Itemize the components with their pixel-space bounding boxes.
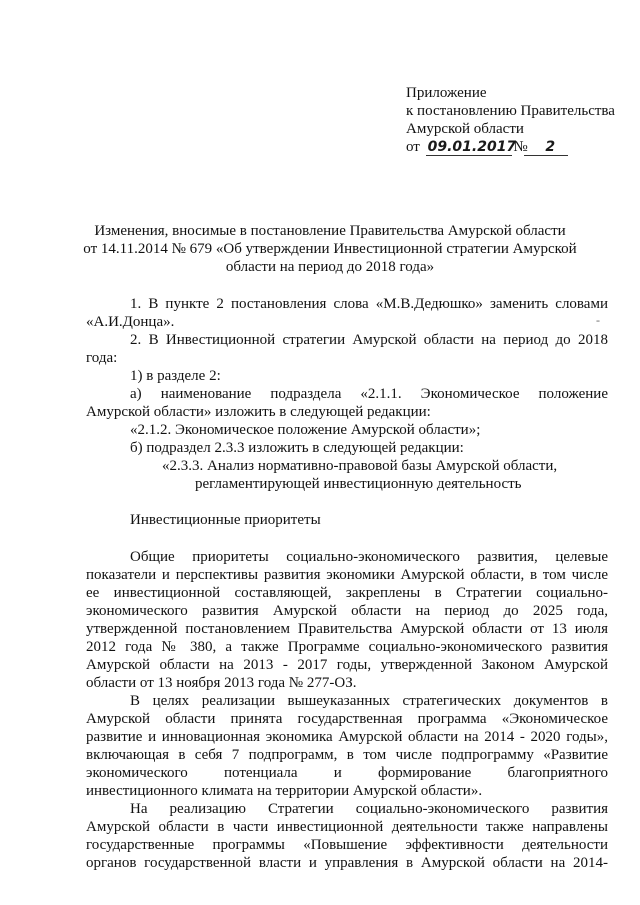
date-prefix: от — [406, 139, 420, 155]
header-date-line — [406, 138, 585, 156]
title-line-2: от 14.11.2014 № 679 «Об утверждении Инвестиционной стратегии Амурской — [83, 241, 577, 257]
paragraph-3-line: органов государственной власти и управления в Амурской области на 2014- — [86, 855, 608, 871]
header-line-3: Амурской области — [406, 121, 524, 137]
item-6: б) подраздел 2.3.3 изложить в следующей редакции: — [130, 440, 464, 456]
paragraph-2-line: инвестиционного климата на территории Амурской области». — [86, 783, 483, 799]
paragraph-2-line: Амурской области принята государственная программа «Экономическое — [86, 711, 608, 727]
paragraph-1-line: утвержденной постановлением Правительства Амурской области от 13 июля — [86, 621, 608, 637]
item-7-line-1: «2.3.3. Анализ нормативно-правовой базы Амурской области, — [162, 458, 558, 474]
item-7-line-2: регламентирующей инвестиционную деятельность — [195, 476, 522, 492]
item-4-line-2: Амурской области» изложить в следующей редакции: — [86, 404, 431, 420]
item-2-line-1: 2. В Инвестиционной стратегии Амурской области на период до 2018 — [130, 332, 608, 348]
handwritten-date: 09.01.2017 — [427, 139, 517, 155]
title-line-3: области на период до 2018 года» — [225, 259, 435, 275]
header-line-2: к постановлению Правительства — [406, 103, 615, 119]
paragraph-1-line: показатели и перспективы развития экономики Амурской области, в том числе — [86, 567, 608, 583]
item-5: «2.1.2. Экономическое положение Амурской области»; — [130, 422, 481, 438]
scan-mark: - — [596, 313, 600, 327]
paragraph-1-line: области от 13 ноября 2013 года № 277-ОЗ. — [86, 675, 357, 691]
paragraph-1-line: экономического развития Амурской области на период до 2025 года, — [86, 603, 608, 619]
paragraph-3-line: На реализацию Стратегии социально-экономического развития — [130, 801, 608, 817]
item-3: 1) в разделе 2: — [130, 368, 221, 384]
paragraph-1-line: Амурской области на 2013 - 2017 годы, утвержденной Законом Амурской — [86, 657, 608, 673]
item-4-line-1: а) наименование подраздела «2.1.1. Экономическое положение — [130, 386, 608, 402]
paragraph-2-line: развитие и инновационная экономика Амурской области на 2014 - 2020 годы», — [86, 729, 608, 745]
paragraph-1-line: 2012 года № 380, а также Программе социально-экономического развития — [86, 639, 608, 655]
paragraph-2-line: экономического потенциала и формирование благоприятного — [86, 765, 608, 781]
paragraph-2-line: В целях реализации вышеуказанных стратегических документов в — [130, 693, 608, 709]
paragraph-3-line: государственные программы «Повышение эффективности деятельности — [86, 837, 608, 853]
paragraph-1-line: ее инвестиционной составляющей, закреплены в Стратегии социально- — [86, 585, 608, 601]
number-underline — [524, 155, 568, 156]
item-1-line-2: «А.И.Донца». — [86, 314, 175, 330]
paragraph-1-line: Общие приоритеты социально-экономического развития, целевые — [130, 549, 608, 565]
handwritten-number: 2 — [545, 139, 556, 155]
section-subheading: Инвестиционные приоритеты — [130, 512, 321, 528]
paragraph-3-line: Амурской области в части инвестиционной деятельности также направлены — [86, 819, 608, 835]
item-1-line-1: 1. В пункте 2 постановления слова «М.В.Дедюшко» заменить словами — [130, 296, 608, 312]
item-2-line-2: года: — [86, 350, 118, 366]
date-underline — [426, 155, 512, 156]
number-prefix: № — [513, 139, 528, 155]
header-line-1: Приложение — [406, 85, 487, 101]
paragraph-2-line: включающая в себя 7 подпрограмм, в том числе подпрограмму «Развитие — [86, 747, 608, 763]
title-line-1: Изменения, вносимые в постановление Правительства Амурской области — [94, 223, 566, 239]
